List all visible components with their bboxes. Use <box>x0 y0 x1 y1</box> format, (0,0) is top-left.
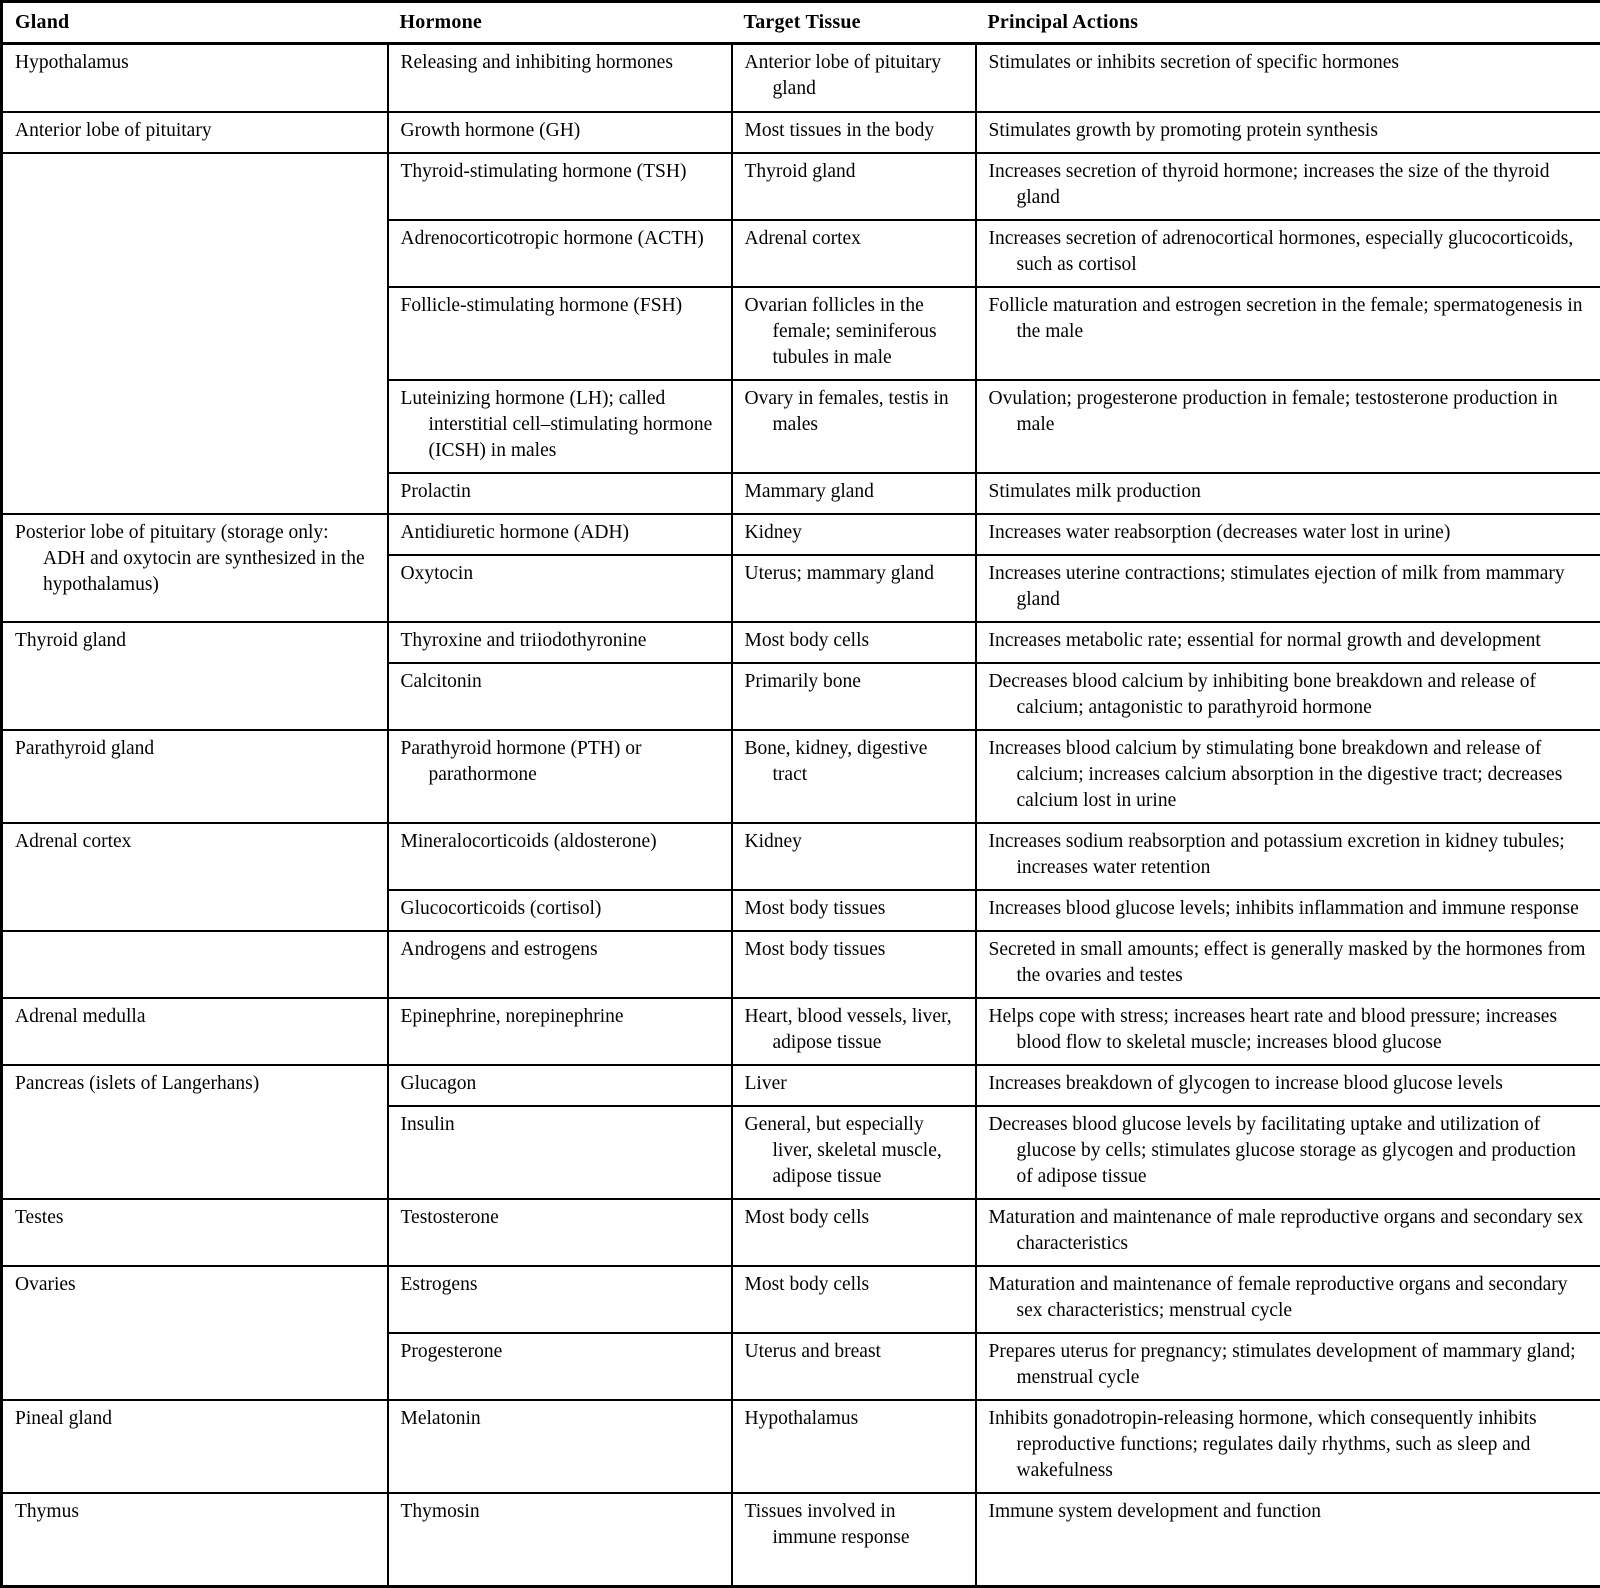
hormone-cell: Glucocorticoids (cortisol) <box>388 890 732 931</box>
target-tissue-cell: Heart, blood vessels, liver, adipose tissue <box>732 998 976 1065</box>
hormone-cell: Calcitonin <box>388 663 732 730</box>
table-row <box>2 44 1600 112</box>
col-header-hormone: Hormone <box>388 2 732 44</box>
target-tissue-cell: Thyroid gland <box>732 153 976 220</box>
principal-actions-cell: Stimulates growth by promoting protein synthesis <box>976 112 1600 153</box>
principal-actions-cell: Ovulation; progesterone production in female; testosterone production in male <box>976 380 1600 473</box>
principal-actions-cell: Increases blood glucose levels; inhibits inflammation and immune response <box>976 890 1600 931</box>
hormone-cell: Estrogens <box>388 1266 732 1333</box>
col-header-target-tissue: Target Tissue <box>732 2 976 44</box>
table-row <box>2 1400 1600 1493</box>
gland-cell: Parathyroid gland <box>2 730 388 823</box>
table-row <box>2 153 1600 220</box>
principal-actions-cell: Secreted in small amounts; effect is generally masked by the hormones from the ovaries and testes <box>976 931 1600 998</box>
gland-cell: Ovaries <box>2 1266 388 1400</box>
hormone-cell: Epinephrine, norepinephrine <box>388 998 732 1065</box>
hormone-cell: Releasing and inhibiting hormones <box>388 44 732 112</box>
table-row <box>2 730 1600 823</box>
gland-cell: Adrenal cortex <box>2 823 388 931</box>
hormone-cell: Insulin <box>388 1106 732 1199</box>
principal-actions-cell: Decreases blood glucose levels by facilitating uptake and utilization of glucose by cells; stimulates glucose storage as glycogen and production of adipose tissue <box>976 1106 1600 1199</box>
gland-cell: Anterior lobe of pituitary <box>2 112 388 153</box>
gland-cell <box>2 153 388 514</box>
hormone-cell: Follicle-stimulating hormone (FSH) <box>388 287 732 380</box>
table-row <box>2 1266 1600 1333</box>
target-tissue-cell: General, but especially liver, skeletal muscle, adipose tissue <box>732 1106 976 1199</box>
target-tissue-cell: Liver <box>732 1065 976 1106</box>
col-header-principal-actions: Principal Actions <box>976 2 1600 44</box>
gland-cell: Testes <box>2 1199 388 1266</box>
hormone-cell: Luteinizing hormone (LH); called interstitial cell–stimulating hormone (ICSH) in males <box>388 380 732 473</box>
principal-actions-cell: Stimulates milk production <box>976 473 1600 514</box>
principal-actions-cell: Decreases blood calcium by inhibiting bone breakdown and release of calcium; antagonistic to parathyroid hormone <box>976 663 1600 730</box>
hormone-cell: Thyroxine and triiodothyronine <box>388 622 732 663</box>
target-tissue-cell: Kidney <box>732 823 976 890</box>
target-tissue-cell: Uterus; mammary gland <box>732 555 976 622</box>
table-row <box>2 1065 1600 1106</box>
hormone-cell: Thyroid-stimulating hormone (TSH) <box>388 153 732 220</box>
table-row <box>2 823 1600 890</box>
target-tissue-cell: Uterus and breast <box>732 1333 976 1400</box>
principal-actions-cell: Helps cope with stress; increases heart rate and blood pressure; increases blood flow to skeletal muscle; increases blood glucose <box>976 998 1600 1065</box>
target-tissue-cell: Ovarian follicles in the female; seminiferous tubules in male <box>732 287 976 380</box>
hormone-cell: Growth hormone (GH) <box>388 112 732 153</box>
hormone-cell: Androgens and estrogens <box>388 931 732 998</box>
gland-cell: Adrenal medulla <box>2 998 388 1065</box>
principal-actions-cell: Increases secretion of thyroid hormone; increases the size of the thyroid gland <box>976 153 1600 220</box>
gland-cell: Posterior lobe of pituitary (storage only: ADH and oxytocin are synthesized in the hypothalamus) <box>2 514 388 622</box>
principal-actions-cell: Immune system development and function <box>976 1493 1600 1587</box>
hormone-cell: Adrenocorticotropic hormone (ACTH) <box>388 220 732 287</box>
target-tissue-cell: Adrenal cortex <box>732 220 976 287</box>
target-tissue-cell: Anterior lobe of pituitary gland <box>732 44 976 112</box>
principal-actions-cell: Increases secretion of adrenocortical hormones, especially glucocorticoids, such as cortisol <box>976 220 1600 287</box>
principal-actions-cell: Stimulates or inhibits secretion of specific hormones <box>976 44 1600 112</box>
table-row <box>2 514 1600 555</box>
hormone-cell: Melatonin <box>388 1400 732 1493</box>
gland-cell: Thymus <box>2 1493 388 1587</box>
hormone-cell: Progesterone <box>388 1333 732 1400</box>
table-row <box>2 998 1600 1065</box>
header-row <box>2 2 1600 44</box>
principal-actions-cell: Increases breakdown of glycogen to increase blood glucose levels <box>976 1065 1600 1106</box>
principal-actions-cell: Increases water reabsorption (decreases water lost in urine) <box>976 514 1600 555</box>
target-tissue-cell: Most body tissues <box>732 890 976 931</box>
table-row <box>2 622 1600 663</box>
target-tissue-cell: Most body cells <box>732 622 976 663</box>
gland-cell: Hypothalamus <box>2 44 388 112</box>
principal-actions-cell: Increases blood calcium by stimulating bone breakdown and release of calcium; increases calcium absorption in the digestive tract; decreases calcium lost in urine <box>976 730 1600 823</box>
target-tissue-cell: Tissues involved in immune response <box>732 1493 976 1587</box>
hormone-cell: Thymosin <box>388 1493 732 1587</box>
principal-actions-cell: Increases uterine contractions; stimulates ejection of milk from mammary gland <box>976 555 1600 622</box>
target-tissue-cell: Most body cells <box>732 1266 976 1333</box>
col-header-gland: Gland <box>2 2 388 44</box>
hormone-cell: Antidiuretic hormone (ADH) <box>388 514 732 555</box>
hormone-cell: Mineralocorticoids (aldosterone) <box>388 823 732 890</box>
target-tissue-cell: Most body tissues <box>732 931 976 998</box>
table-row <box>2 931 1600 998</box>
principal-actions-cell: Increases metabolic rate; essential for normal growth and development <box>976 622 1600 663</box>
hormone-cell: Parathyroid hormone (PTH) or parathormone <box>388 730 732 823</box>
target-tissue-cell: Bone, kidney, digestive tract <box>732 730 976 823</box>
table-row <box>2 112 1600 153</box>
hormone-cell: Prolactin <box>388 473 732 514</box>
principal-actions-cell: Maturation and maintenance of male reproductive organs and secondary sex characteristics <box>976 1199 1600 1266</box>
table-row <box>2 1199 1600 1266</box>
gland-cell: Thyroid gland <box>2 622 388 730</box>
target-tissue-cell: Mammary gland <box>732 473 976 514</box>
hormone-cell: Testosterone <box>388 1199 732 1266</box>
gland-cell: Pancreas (islets of Langerhans) <box>2 1065 388 1199</box>
principal-actions-cell: Maturation and maintenance of female reproductive organs and secondary sex characteristics; menstrual cycle <box>976 1266 1600 1333</box>
principal-actions-cell: Prepares uterus for pregnancy; stimulates development of mammary gland; menstrual cycle <box>976 1333 1600 1400</box>
target-tissue-cell: Most tissues in the body <box>732 112 976 153</box>
hormone-cell: Glucagon <box>388 1065 732 1106</box>
principal-actions-cell: Increases sodium reabsorption and potassium excretion in kidney tubules; increases water retention <box>976 823 1600 890</box>
gland-cell <box>2 931 388 998</box>
target-tissue-cell: Ovary in females, testis in males <box>732 380 976 473</box>
target-tissue-cell: Kidney <box>732 514 976 555</box>
table-row <box>2 1493 1600 1587</box>
target-tissue-cell: Primarily bone <box>732 663 976 730</box>
principal-actions-cell: Follicle maturation and estrogen secretion in the female; spermatogenesis in the male <box>976 287 1600 380</box>
target-tissue-cell: Hypothalamus <box>732 1400 976 1493</box>
principal-actions-cell: Inhibits gonadotropin-releasing hormone, which consequently inhibits reproductive functions; regulates daily rhythms, such as sleep and wakefulness <box>976 1400 1600 1493</box>
gland-cell: Pineal gland <box>2 1400 388 1493</box>
hormone-cell: Oxytocin <box>388 555 732 622</box>
target-tissue-cell: Most body cells <box>732 1199 976 1266</box>
